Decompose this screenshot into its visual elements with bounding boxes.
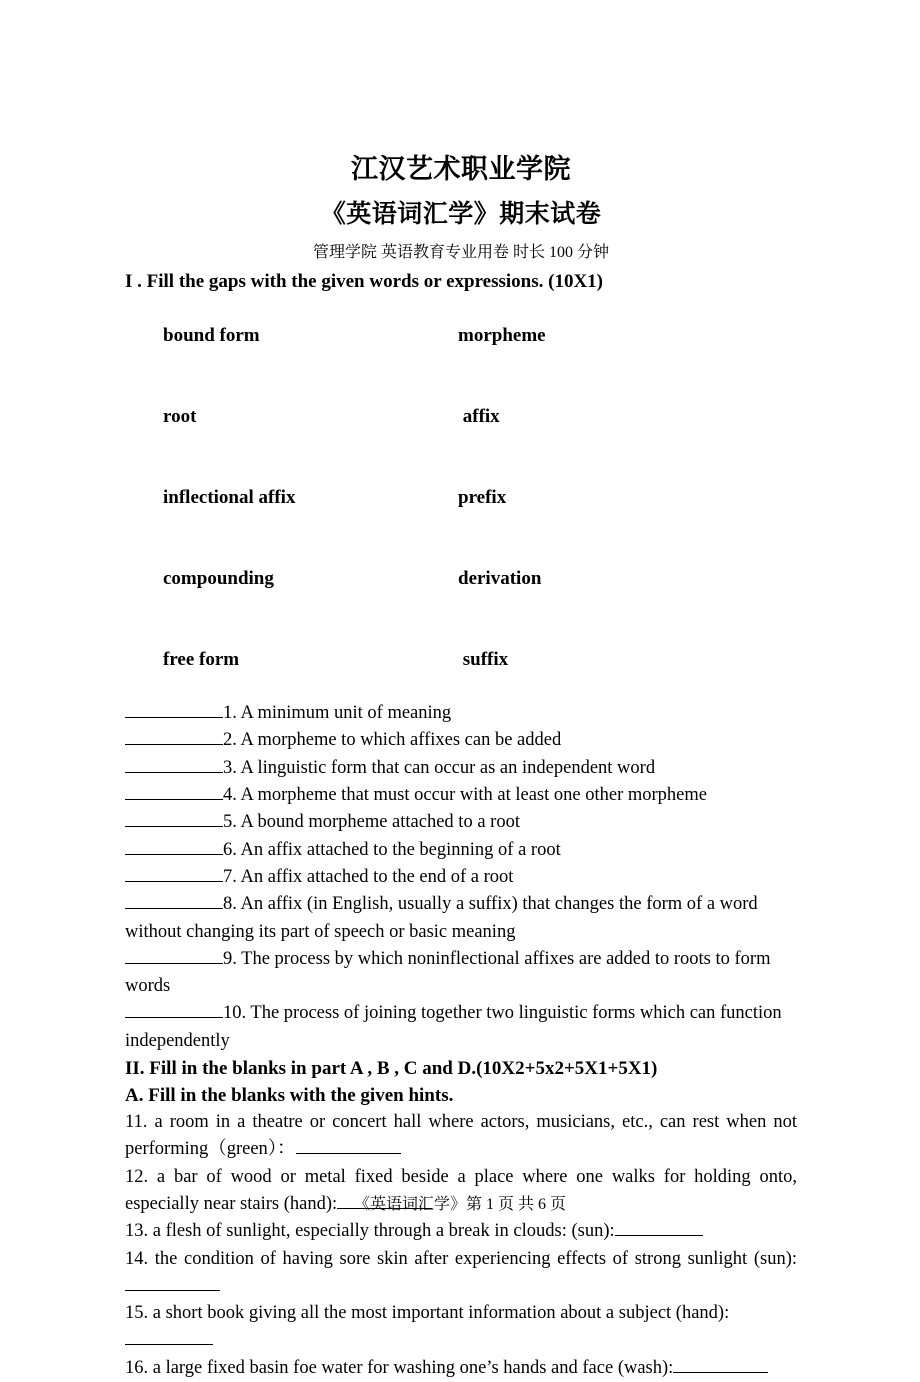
page-footer: 《英语词汇学》第 1 页 共 6 页: [353, 1196, 566, 1213]
word-bank-term: suffix: [458, 649, 509, 670]
answer-blank[interactable]: [125, 700, 223, 718]
word-bank-row: [125, 295, 797, 376]
definition-number: 10.: [223, 1003, 247, 1024]
word-bank-row: [125, 538, 797, 619]
definition-item: [125, 700, 797, 727]
answer-blank[interactable]: [673, 1355, 768, 1373]
word-bank-term: compounding: [163, 568, 274, 589]
question-item: [125, 1246, 797, 1301]
answer-blank[interactable]: [296, 1136, 401, 1154]
question-item: [125, 1109, 797, 1164]
answer-blank[interactable]: [125, 755, 223, 773]
definition-item: [125, 837, 797, 864]
answer-blank[interactable]: [125, 1273, 220, 1291]
word-bank-term: prefix: [458, 487, 507, 508]
question-item: [125, 1218, 797, 1245]
definition-number: 8.: [223, 894, 237, 915]
question-item: [125, 1355, 797, 1382]
section-two-heading: II. Fill in the blanks in part A , B , C and D.(10X2+5x2+5X1+5X1): [125, 1058, 658, 1080]
definition-number: 9.: [223, 948, 237, 969]
definition-item: [125, 782, 797, 809]
question-text: the condition of having sore skin after experiencing effects of strong sunlight (sun):: [148, 1248, 797, 1269]
question-text: a short book giving all the most important information about a subject (hand):: [148, 1303, 730, 1324]
question-number: 16.: [125, 1357, 149, 1378]
word-bank-row: [125, 376, 797, 457]
definition-text: The process by which noninflectional affixes are added to roots to form words: [125, 948, 771, 997]
answer-blank[interactable]: [615, 1218, 703, 1236]
definition-item: [125, 891, 797, 946]
question-item: [125, 1300, 797, 1355]
definition-list: [125, 700, 797, 1055]
question-text: a flesh of sunlight, especially through a break in clouds: (sun):: [148, 1221, 615, 1242]
section-two-part-a-heading: A. Fill in the blanks with the given hints.: [125, 1085, 454, 1107]
definition-number: 3.: [223, 757, 237, 778]
question-text: a bar of wood or metal fixed beside a place where one walks for holding onto, especially near stairs (hand):: [125, 1166, 797, 1214]
definition-text: A morpheme to which affixes can be added: [236, 730, 562, 751]
answer-blank[interactable]: [125, 809, 223, 827]
answer-blank[interactable]: [125, 727, 223, 745]
part-a-question-list: [125, 1109, 797, 1382]
word-bank-term: inflectional affix: [163, 487, 296, 508]
question-number: 15.: [125, 1303, 149, 1324]
word-bank-term: free form: [163, 649, 240, 670]
section-one-heading: I . Fill the gaps with the given words or expressions. (10X1): [125, 271, 604, 292]
definition-text: An affix (in English, usually a suffix) that changes the form of a word without changing its part of speech or basic meaning: [125, 894, 758, 942]
definition-number: 2.: [223, 730, 237, 751]
answer-blank[interactable]: [125, 837, 223, 855]
answer-blank[interactable]: [125, 891, 223, 909]
answer-blank[interactable]: [125, 1000, 223, 1018]
question-number: 11.: [125, 1112, 148, 1133]
question-text: a large fixed basin foe water for washing one’s hands and face (wash):: [148, 1357, 674, 1378]
definition-number: 1.: [223, 703, 237, 724]
word-bank-row: [125, 619, 797, 700]
definition-text: A morpheme that must occur with at least one other morpheme: [236, 784, 707, 805]
definition-item: [125, 864, 797, 891]
definition-item: [125, 1000, 797, 1055]
definition-text: A minimum unit of meaning: [236, 703, 452, 724]
word-bank-term: morpheme: [458, 325, 546, 346]
question-number: 14.: [125, 1248, 149, 1269]
definition-number: 4.: [223, 784, 237, 805]
definition-text: An affix attached to the end of a root: [236, 866, 514, 887]
answer-blank[interactable]: [125, 946, 223, 964]
definition-number: 7.: [223, 866, 237, 887]
definition-number: 5.: [223, 812, 237, 833]
word-bank-term: bound form: [163, 325, 260, 346]
word-bank-term: affix: [458, 406, 500, 427]
definition-item: [125, 727, 797, 754]
definition-text: A linguistic form that can occur as an independent word: [236, 757, 656, 778]
page-subtitle: 《英语词汇学》期末试卷: [320, 199, 602, 228]
definition-text: A bound morpheme attached to a root: [236, 812, 520, 833]
answer-blank[interactable]: [125, 782, 223, 800]
definition-number: 6.: [223, 839, 237, 860]
answer-blank[interactable]: [125, 864, 223, 882]
definition-text: An affix attached to the beginning of a root: [236, 839, 561, 860]
definition-item: [125, 809, 797, 836]
question-number: 12.: [125, 1166, 149, 1187]
word-bank-term: derivation: [458, 568, 542, 589]
word-bank-row: [125, 457, 797, 538]
page-title: 江汉艺术职业学院: [351, 154, 571, 185]
word-bank: [125, 295, 797, 700]
answer-blank[interactable]: [125, 1327, 213, 1345]
exam-meta-line: 管理学院 英语教育专业用卷 时长 100 分钟: [312, 244, 609, 261]
definition-text: The process of joining together two linguistic forms which can function independently: [125, 1003, 782, 1051]
definition-item: [125, 755, 797, 782]
word-bank-term: root: [163, 406, 197, 427]
question-number: 13.: [125, 1221, 149, 1242]
definition-item: [125, 946, 797, 1001]
question-text: a room in a theatre or concert hall where actors, musicians, etc., can rest when not performing（green）：: [125, 1112, 797, 1160]
